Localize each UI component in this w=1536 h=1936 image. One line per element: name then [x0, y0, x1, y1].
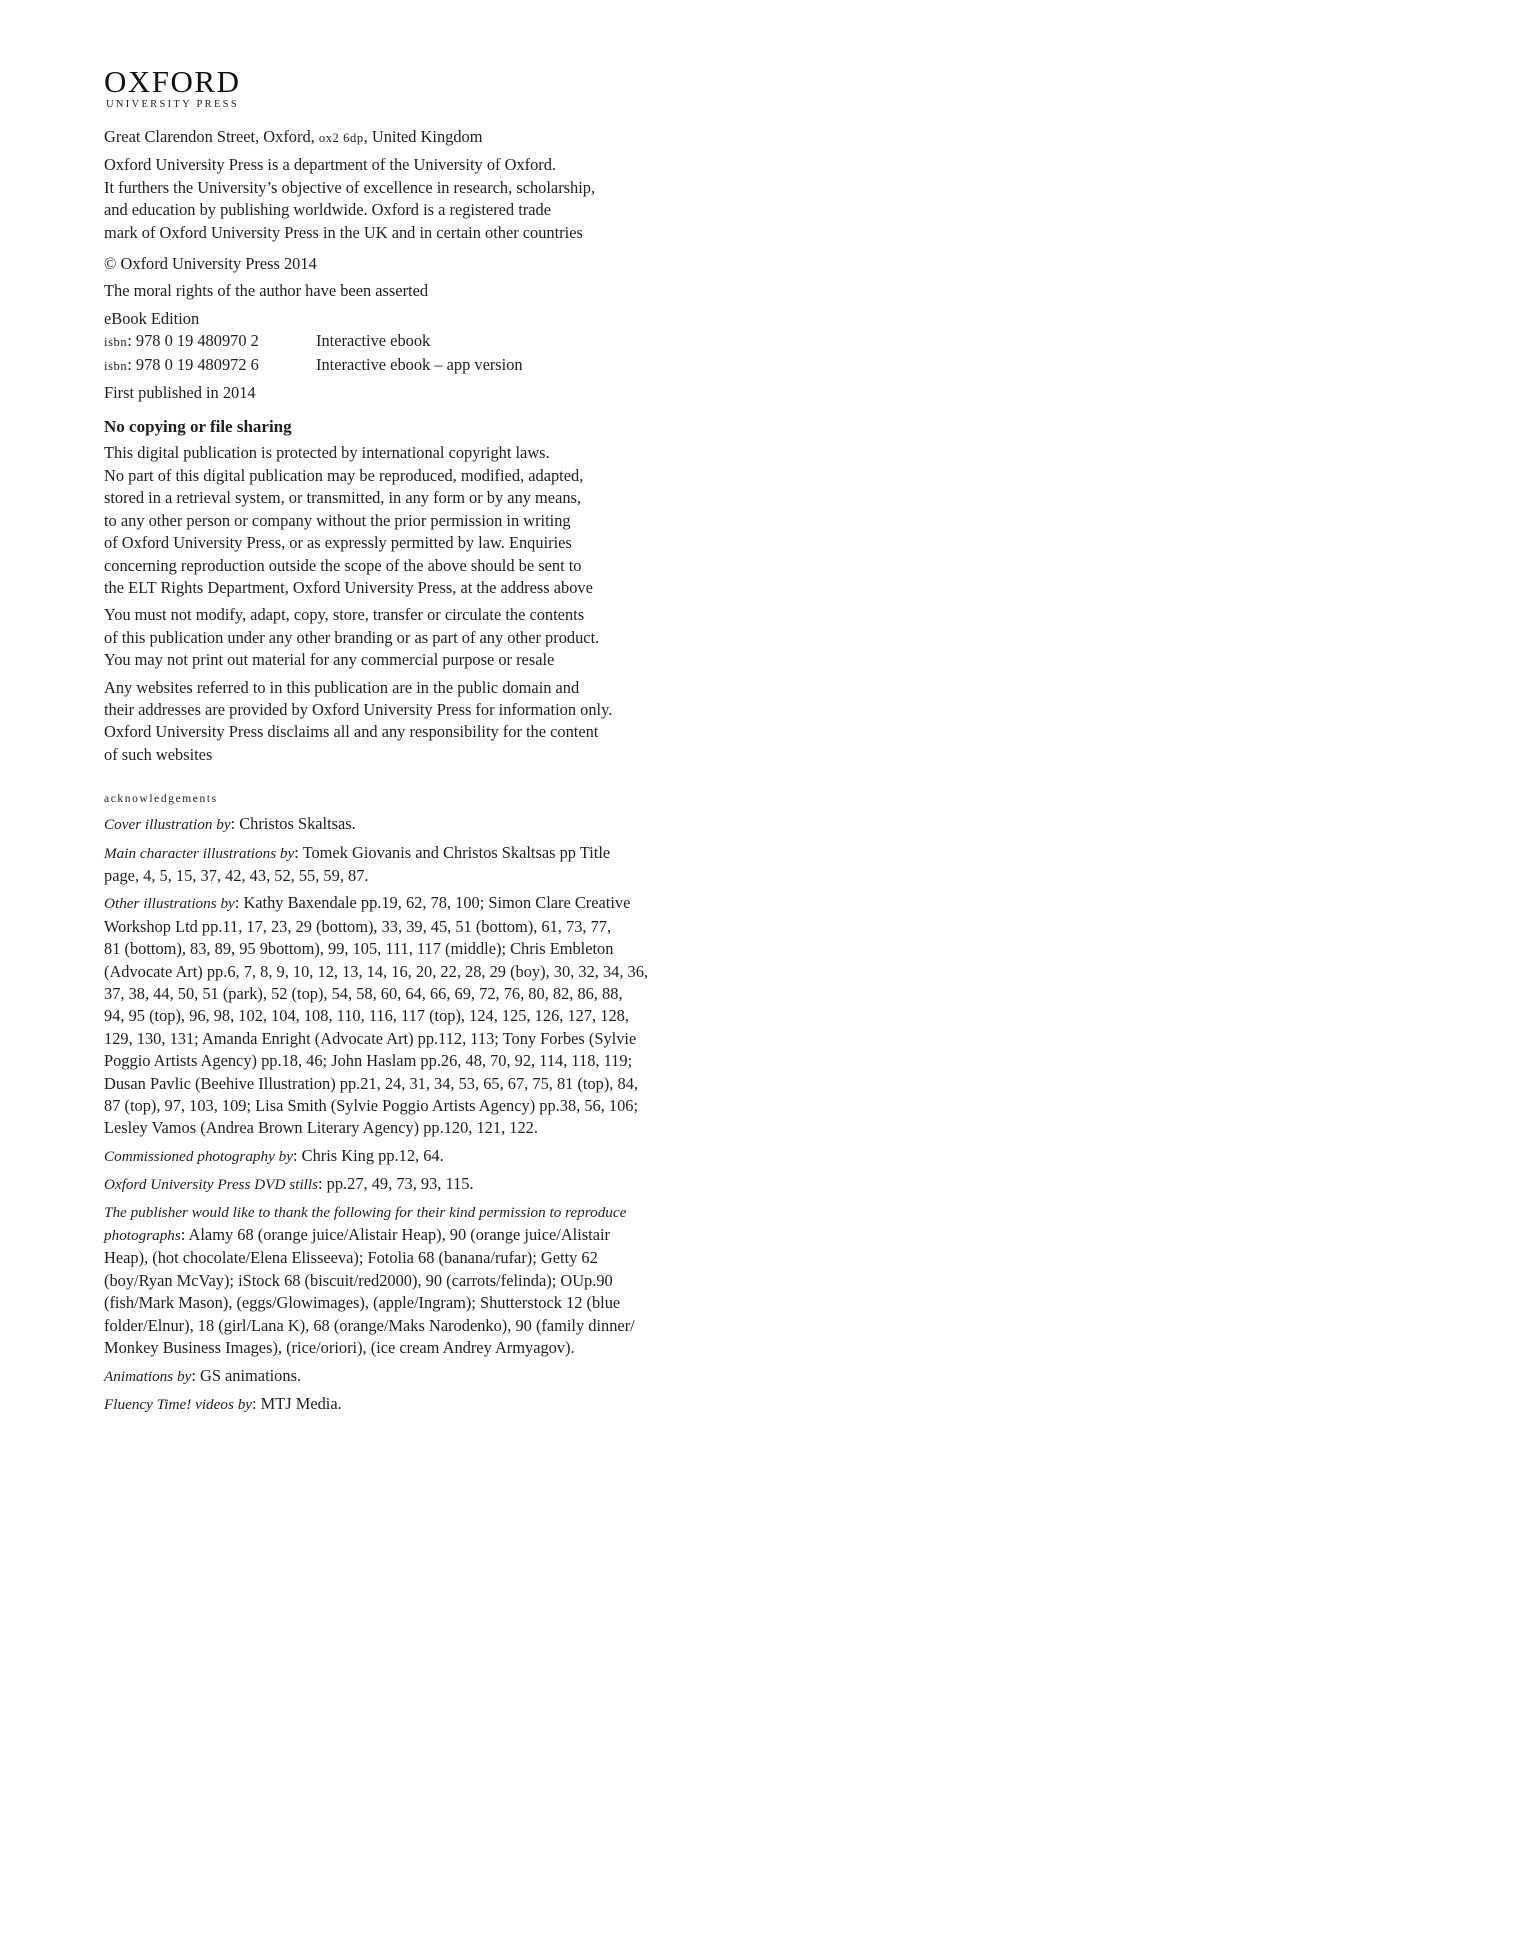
ack-text: : GS animations.: [191, 1365, 302, 1385]
ack-animations: [104, 1365, 744, 1388]
text-line: stored in a retrieval system, or transmitted, in any form or by any means,: [104, 488, 582, 508]
text-line: of such websites: [104, 744, 213, 764]
moral-rights-line: The moral rights of the author have been asserted: [104, 281, 429, 301]
isbn-number: : 978 0 19 480970 2: [127, 331, 259, 351]
ack-label: Cover illustration by: [104, 816, 231, 834]
text-line: page, 4, 5, 15, 37, 42, 43, 52, 55, 59, 87.: [104, 865, 369, 885]
isbn-row: [104, 354, 744, 377]
text-line: their addresses are provided by Oxford University Press for information only.: [104, 699, 613, 719]
text-line: This digital publication is protected by international copyright laws.: [104, 443, 550, 463]
first-published-line: First published in 2014: [104, 383, 256, 403]
isbn-number: : 978 0 19 480972 6: [127, 354, 259, 374]
address-street: Great Clarendon Street, Oxford,: [104, 127, 319, 146]
ack-label: The publisher would like to thank the following for their kind permission to reproduce: [104, 1203, 627, 1221]
text-line: 129, 130, 131; Amanda Enright (Advocate Art) pp.112, 113; Tony Forbes (Sylvie: [104, 1028, 637, 1048]
text-line: (Advocate Art) pp.6, 7, 8, 9, 10, 12, 13, 14, 16, 20, 22, 28, 29 (boy), 30, 32, 34, 36,: [104, 961, 649, 981]
ack-commissioned-photography: [104, 1145, 744, 1168]
department-statement: [104, 154, 744, 244]
text-line: Any websites referred to in this publication are in the public domain and: [104, 677, 580, 697]
ack-label: photographs: [104, 1227, 181, 1245]
ack-label: Animations by: [104, 1367, 192, 1385]
text-line: folder/Elnur), 18 (girl/Lana K), 68 (orange/Maks Narodenko), 90 (family dinner/: [104, 1315, 635, 1335]
ack-text: : pp.27, 49, 73, 93, 115.: [318, 1174, 474, 1194]
text-line: Poggio Artists Agency) pp.18, 46; John Haslam pp.26, 48, 70, 92, 114, 118, 119;: [104, 1051, 633, 1071]
text-line: (fish/Mark Mason), (eggs/Glowimages), (apple/Ingram); Shutterstock 12 (blue: [104, 1293, 621, 1313]
ack-other-illustrations: [104, 892, 744, 1139]
ack-text: : Tomek Giovanis and Christos Skaltsas pp Title: [294, 842, 611, 862]
ack-label: Main character illustrations by: [104, 844, 295, 862]
text-line: of Oxford University Press, or as expressly permitted by law. Enquiries: [104, 533, 572, 553]
ack-label: Commissioned photography by: [104, 1147, 293, 1165]
text-line: You may not print out material for any commercial purpose or resale: [104, 650, 555, 670]
text-line: It furthers the University’s objective of excellence in research, scholarship,: [104, 177, 596, 197]
ack-photographs: [104, 1202, 744, 1360]
text-line: Dusan Pavlic (Beehive Illustration) pp.21, 24, 31, 34, 53, 65, 67, 75, 81 (top), 84,: [104, 1073, 638, 1093]
text-line: 87 (top), 97, 103, 109; Lisa Smith (Sylvie Poggio Artists Agency) pp.38, 56, 106;: [104, 1096, 639, 1116]
ack-text: : MTJ Media.: [252, 1393, 342, 1413]
no-copying-paragraph-1: [104, 442, 744, 599]
text-line: concerning reproduction outside the scope of the above should be sent to: [104, 555, 582, 575]
ack-text: : Christos Skaltsas.: [230, 814, 356, 834]
isbn-row: [104, 330, 744, 353]
address-country: , United Kingdom: [363, 127, 483, 146]
text-line: (boy/Ryan McVay); iStock 68 (biscuit/red2000), 90 (carrots/felinda); OUp.90: [104, 1270, 613, 1290]
text-line: 37, 38, 44, 50, 51 (park), 52 (top), 54, 58, 60, 64, 66, 69, 72, 76, 80, 82, 86, 88,: [104, 984, 623, 1003]
ack-label: Fluency Time! videos by: [104, 1395, 253, 1413]
text-line: You must not modify, adapt, copy, store, transfer or circulate the contents: [104, 605, 585, 625]
ack-label: Oxford University Press DVD stills: [104, 1176, 319, 1194]
copyright-page: [104, 66, 744, 1421]
text-line: to any other person or company without the prior permission in writing: [104, 510, 571, 530]
ack-label: Other illustrations by: [104, 895, 235, 913]
no-copying-paragraph-3: [104, 677, 744, 767]
isbn-label: isbn: [104, 335, 128, 350]
copyright-line: © Oxford University Press 2014: [104, 254, 317, 274]
isbn-description: Interactive ebook – app version: [316, 354, 523, 374]
ack-text: : Kathy Baxendale pp.19, 62, 78, 100; Simon Clare Creative: [234, 893, 631, 913]
logo-main-text: OXFORD: [104, 64, 241, 99]
oxford-logo: [104, 66, 744, 112]
text-line: Monkey Business Images), (rice/oriori), (ice cream Andrey Armyagov).: [104, 1338, 575, 1358]
text-line: Heap), (hot chocolate/Elena Elisseeva); Fotolia 68 (banana/rufar); Getty 62: [104, 1248, 598, 1268]
text-line: No part of this digital publication may be reproduced, modified, adapted,: [104, 465, 584, 485]
ack-text: : Chris King pp.12, 64.: [293, 1145, 444, 1165]
logo-sub-text: UNIVERSITY PRESS: [106, 99, 239, 110]
text-line: and education by publishing worldwide. Oxford is a registered trade: [104, 200, 551, 220]
text-line: of this publication under any other branding or as part of any other product.: [104, 627, 600, 647]
ack-cover: [104, 813, 744, 836]
text-line: Lesley Vamos (Andrea Brown Literary Agency) pp.120, 121, 122.: [104, 1118, 538, 1138]
ack-fluency-videos: [104, 1393, 744, 1416]
edition-line: eBook Edition: [104, 308, 200, 328]
isbn-label: isbn: [104, 358, 128, 373]
text-line: the ELT Rights Department, Oxford University Press, at the address above: [104, 577, 593, 597]
isbn-description: Interactive ebook: [316, 331, 431, 351]
isbn-list: [104, 330, 744, 377]
text-line: 94, 95 (top), 96, 98, 102, 104, 108, 110, 116, 117 (top), 124, 125, 126, 127, 128,: [104, 1006, 629, 1026]
text-line: Oxford University Press disclaims all and any responsibility for the content: [104, 722, 599, 742]
ack-dvd-stills: [104, 1173, 744, 1196]
no-copying-paragraph-2: [104, 604, 744, 671]
publisher-address: [104, 126, 744, 149]
text-line: mark of Oxford University Press in the UK and in certain other countries: [104, 222, 583, 242]
no-copying-heading: No copying or file sharing: [104, 417, 292, 437]
text-line: Workshop Ltd pp.11, 17, 23, 29 (bottom), 33, 39, 45, 51 (bottom), 61, 73, 77,: [104, 916, 612, 936]
ack-main-character: [104, 842, 744, 888]
text-line: Oxford University Press is a department of the University of Oxford.: [104, 155, 557, 175]
address-postcode: ox2 6dp: [318, 131, 364, 145]
acknowledgements-heading: acknowledgements: [104, 793, 218, 806]
ack-text: : Alamy 68 (orange juice/Alistair Heap), 90 (orange juice/Alistair: [180, 1225, 611, 1245]
text-line: 81 (bottom), 83, 89, 95 9bottom), 99, 105, 111, 117 (middle); Chris Embleton: [104, 939, 614, 959]
